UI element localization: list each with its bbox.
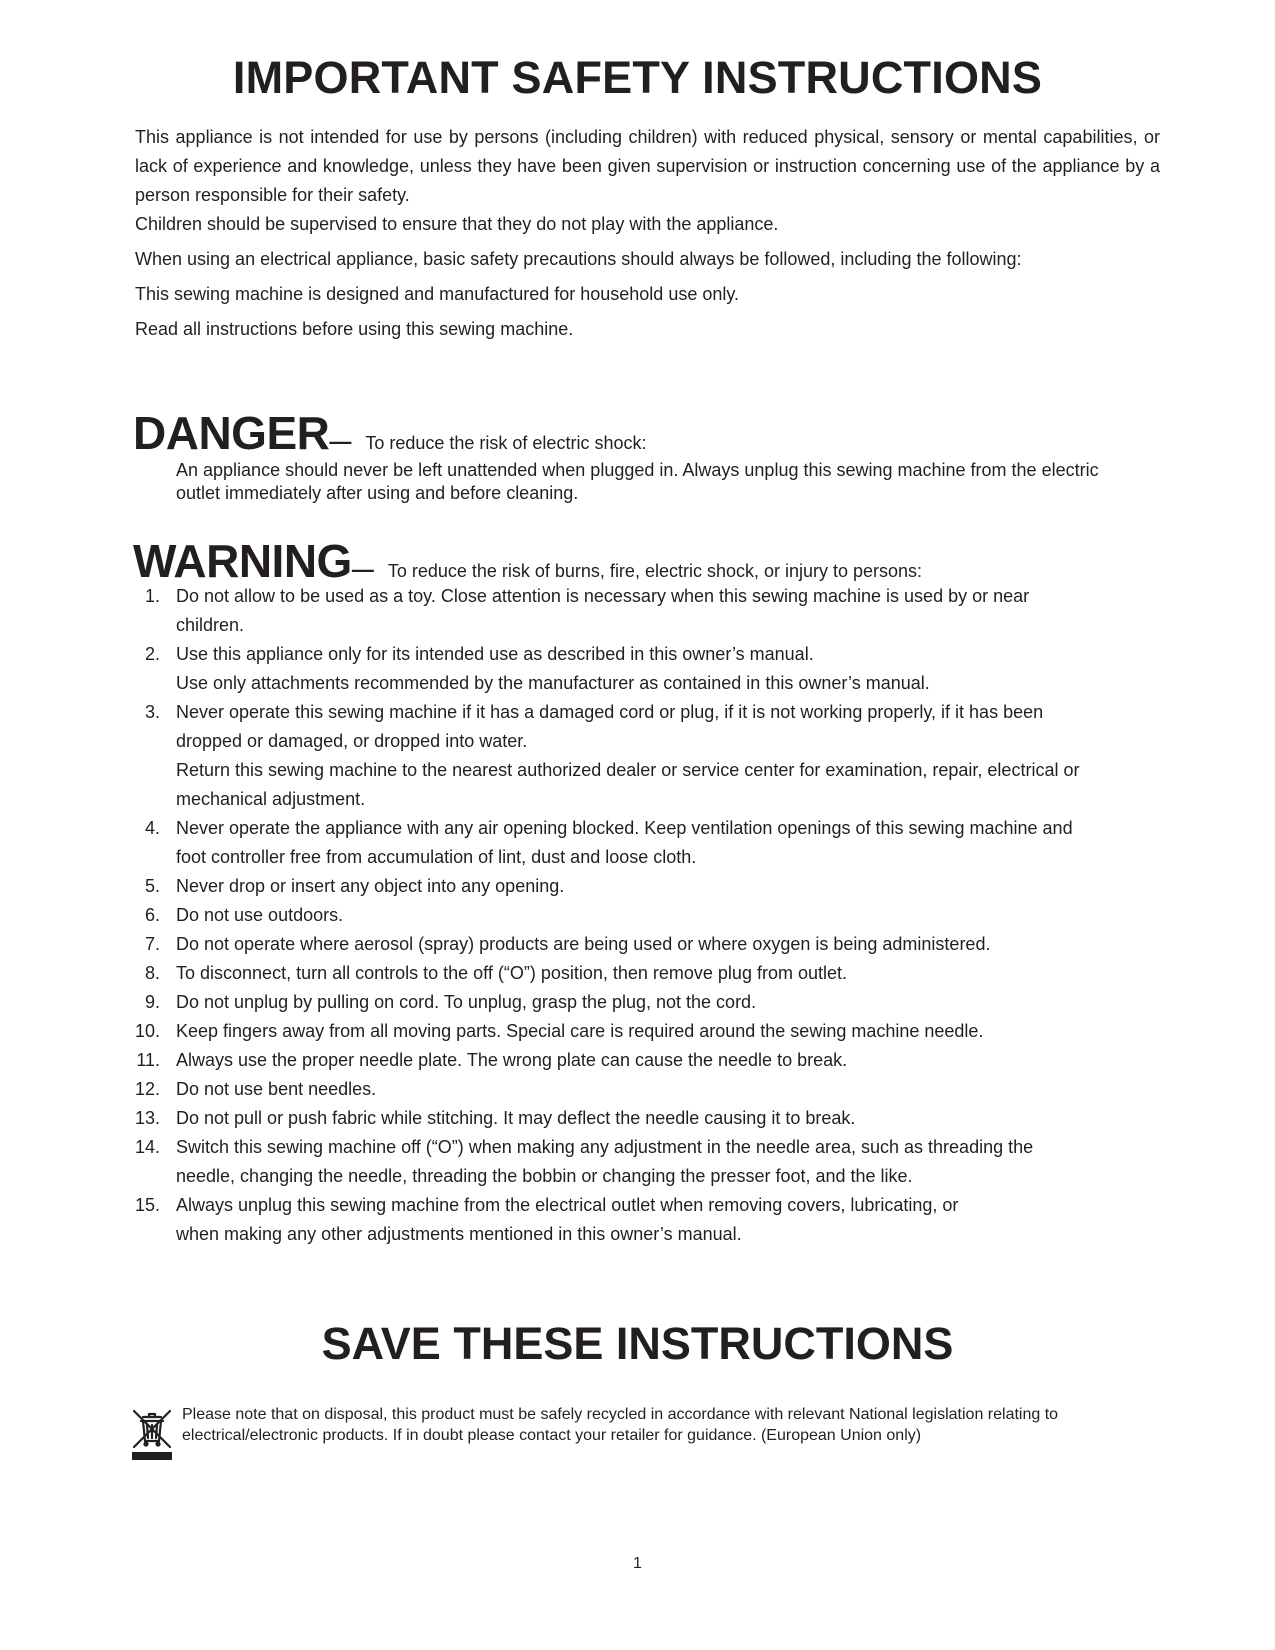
warning-item-text: Never drop or insert any object into any opening. xyxy=(176,876,565,896)
warning-item-number: 1. xyxy=(144,586,160,606)
warning-item-text: dropped or damaged, or dropped into water. xyxy=(176,731,528,751)
warning-heading xyxy=(133,536,922,586)
disposal-line-1: Please note that on disposal, this product must be safely recycled in accordance with relevant National legislation relating to xyxy=(182,1406,1059,1423)
warning-item-text: Always use the proper needle plate. The wrong plate can cause the needle to break. xyxy=(176,1050,848,1070)
warning-item xyxy=(130,988,1165,1017)
intro-paragraph-3: When using an electrical appliance, basic safety precautions should always be followed, including the following: xyxy=(135,249,1022,269)
warning-item xyxy=(130,814,1165,872)
warning-item-text: Use only attachments recommended by the manufacturer as contained in this owner’s manual. xyxy=(176,673,930,693)
danger-body: An appliance should never be left unattended when plugged in. Always unplug this sewing machine from the electric outlet immediately after using and before cleaning. xyxy=(176,460,1099,503)
warning-item-number: 8. xyxy=(144,963,160,983)
crossed-out-wheelie-bin-icon xyxy=(131,1407,173,1461)
warning-item-text: Do not use bent needles. xyxy=(176,1079,377,1099)
warning-item xyxy=(130,901,1165,930)
warning-item-text: foot controller free from accumulation of lint, dust and loose cloth. xyxy=(176,847,697,867)
disposal-line-2: electrical/electronic products. If in doubt please contact your retailer for guidance. (European Union only) xyxy=(182,1427,922,1444)
warning-item xyxy=(130,1133,1165,1191)
warning-item xyxy=(130,582,1165,640)
warning-word: WARNING xyxy=(133,535,352,587)
warning-item-text: To disconnect, turn all controls to the off (“O”) position, then remove plug from outlet. xyxy=(176,963,847,983)
warning-item-text: needle, changing the needle, threading the bobbin or changing the presser foot, and the like. xyxy=(176,1166,913,1186)
warning-item-text: Return this sewing machine to the nearest authorized dealer or service center for examination, repair, electrical or xyxy=(176,760,1080,780)
intro-section xyxy=(135,123,1160,344)
warning-item-text: Do not unplug by pulling on cord. To unplug, grasp the plug, not the cord. xyxy=(176,992,757,1012)
warning-item-text: Do not allow to be used as a toy. Close attention is necessary when this sewing machine is used by or near xyxy=(176,586,1030,606)
warning-item-text: Do not use outdoors. xyxy=(176,905,344,925)
warning-item-text: Never operate the appliance with any air opening blocked. Keep ventilation openings of this sewing machine and xyxy=(176,818,1073,838)
warning-item-number: 2. xyxy=(144,644,160,664)
warning-note: To reduce the risk of burns, fire, electric shock, or injury to persons: xyxy=(387,561,923,581)
warning-item xyxy=(130,1104,1165,1133)
danger-heading xyxy=(133,408,646,458)
warning-item-number: 11. xyxy=(136,1050,160,1070)
warning-item-text: when making any other adjustments mentioned in this owner’s manual. xyxy=(176,1224,742,1244)
warning-item xyxy=(130,872,1165,901)
warning-item-text: Use this appliance only for its intended use as described in this owner’s manual. xyxy=(176,644,814,664)
warning-item xyxy=(130,1075,1165,1104)
warning-item xyxy=(130,698,1165,814)
warning-item xyxy=(130,959,1165,988)
warning-item xyxy=(130,930,1165,959)
save-instructions-title: SAVE THESE INSTRUCTIONS xyxy=(321,1318,954,1369)
intro-paragraph-2: Children should be supervised to ensure that they do not play with the appliance. xyxy=(135,214,779,234)
warning-item-text: Never operate this sewing machine if it has a damaged cord or plug, if it is not working properly, if it has been xyxy=(176,702,1044,722)
intro-paragraph-1: This appliance is not intended for use by persons (including children) with reduced physical, sensory or mental capabilities, or lack of experience and knowledge, unless they have been given supervision or instruction concerning use of the appliance by a person responsible for their safety. xyxy=(135,127,1160,205)
warning-item-text: Keep fingers away from all moving parts. Special care is required around the sewing machine needle. xyxy=(176,1021,984,1041)
intro-paragraph-5: Read all instructions before using this sewing machine. xyxy=(135,319,574,339)
warning-item-text: mechanical adjustment. xyxy=(176,789,366,809)
page-title: IMPORTANT SAFETY INSTRUCTIONS xyxy=(232,52,1043,103)
danger-dash: — xyxy=(329,429,352,454)
warning-item-number: 3. xyxy=(144,702,160,722)
warning-item-text: Switch this sewing machine off (“O”) when making any adjustment in the needle area, such as threading the xyxy=(176,1137,1034,1157)
warning-item-text: Do not operate where aerosol (spray) products are being used or where oxygen is being administered. xyxy=(176,934,991,954)
warning-item-text: Do not pull or push fabric while stitching. It may deflect the needle causing it to break. xyxy=(176,1108,856,1128)
warning-item xyxy=(130,1046,1165,1075)
warning-item-text: children. xyxy=(176,615,245,635)
warning-item-number: 14. xyxy=(134,1137,160,1157)
disposal-notice xyxy=(182,1404,1162,1446)
warning-item-number: 15. xyxy=(134,1195,160,1215)
warning-item-number: 6. xyxy=(144,905,160,925)
warning-item-number: 12. xyxy=(134,1079,160,1099)
warning-item-number: 7. xyxy=(144,934,160,954)
warning-item xyxy=(130,640,1165,698)
warning-item-text: Always unplug this sewing machine from the electrical outlet when removing covers, lubricating, or xyxy=(176,1195,959,1215)
warning-dash: — xyxy=(351,557,374,582)
warning-item-number: 10. xyxy=(134,1021,160,1041)
warning-item-number: 9. xyxy=(144,992,160,1012)
warning-item xyxy=(130,1191,1165,1249)
warning-item xyxy=(130,1017,1165,1046)
warning-item-number: 13. xyxy=(134,1108,160,1128)
page-number: 1 xyxy=(633,1555,642,1572)
danger-note: To reduce the risk of electric shock: xyxy=(365,433,647,453)
warning-list xyxy=(130,582,1165,1249)
intro-paragraph-4: This sewing machine is designed and manufactured for household use only. xyxy=(135,284,740,304)
danger-word: DANGER xyxy=(133,407,330,459)
warning-item-number: 5. xyxy=(144,876,160,896)
warning-item-number: 4. xyxy=(144,818,160,838)
